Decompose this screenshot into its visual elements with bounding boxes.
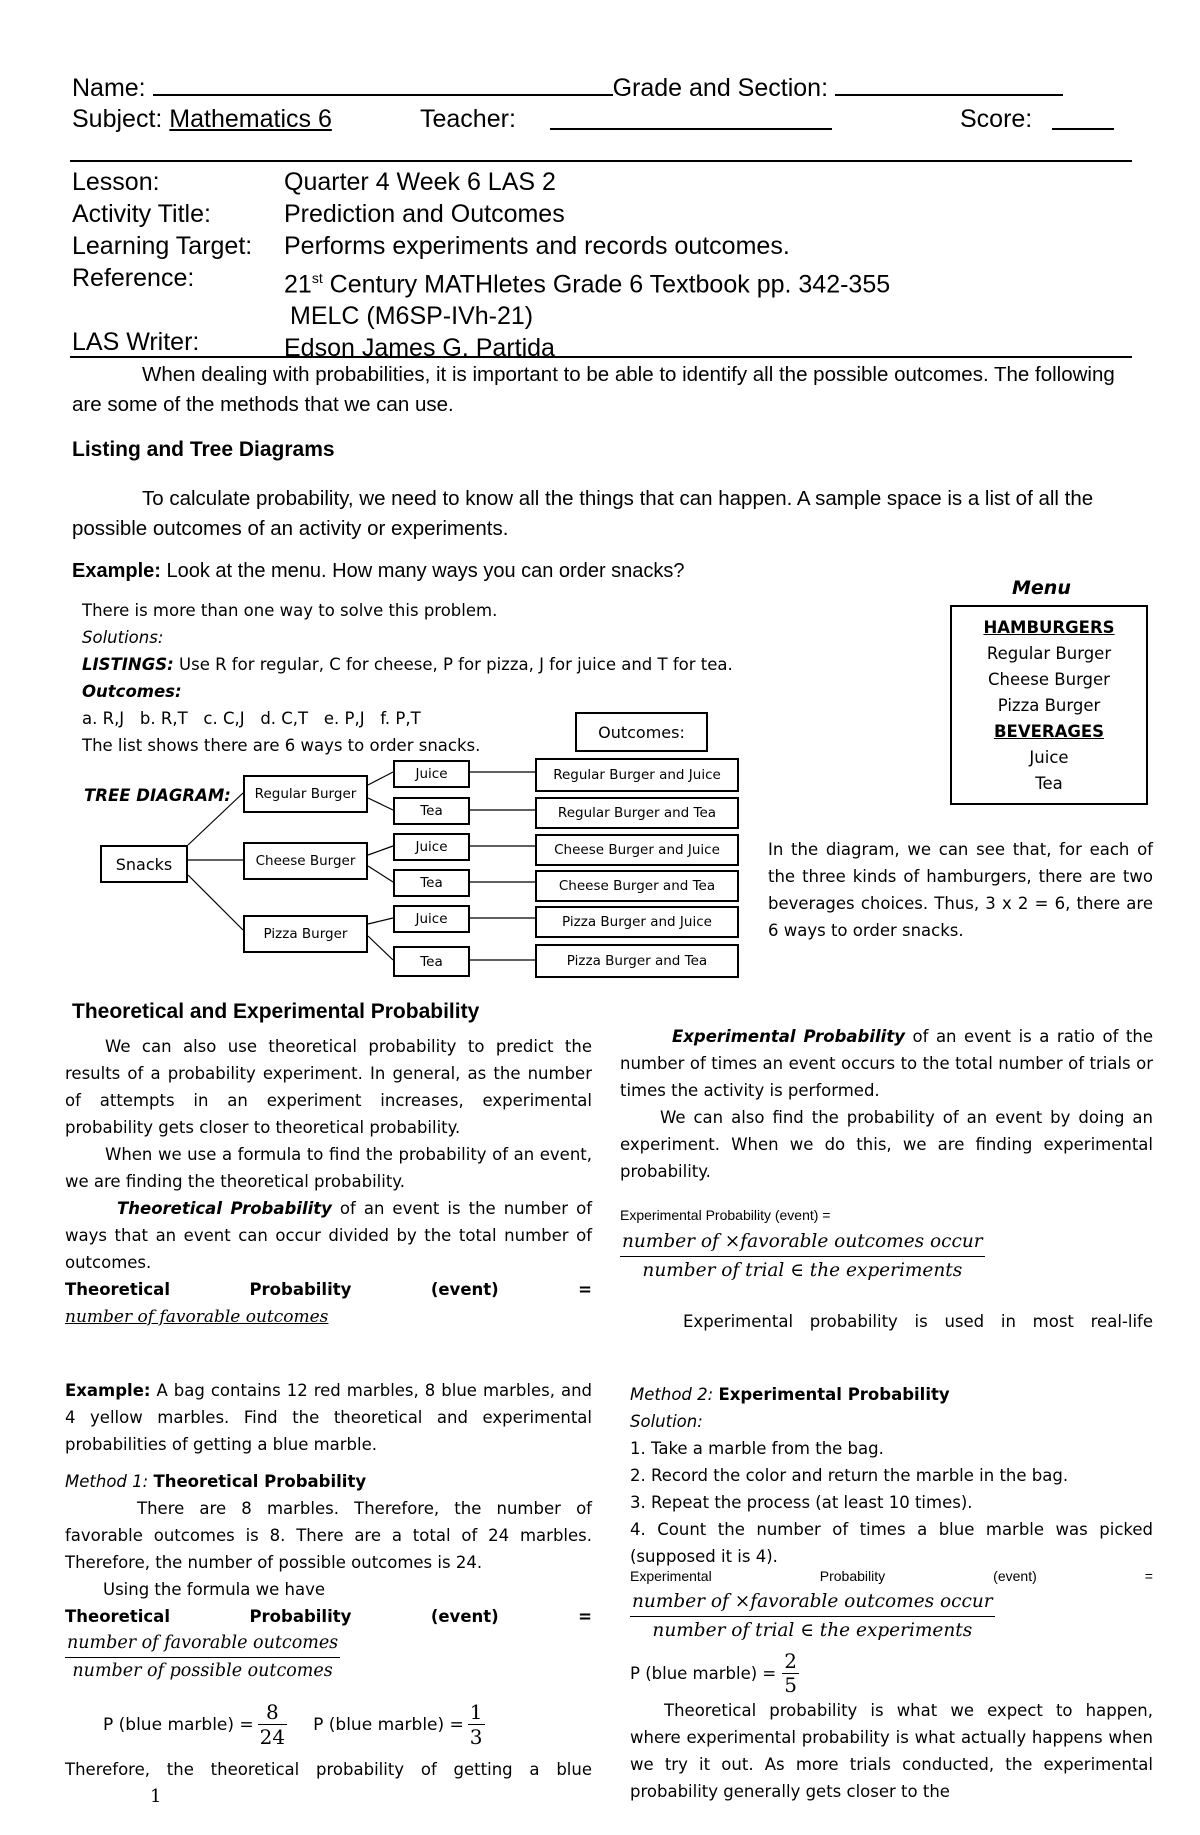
tp-formula-num: number of favorable outcomes (65, 1307, 329, 1327)
tree-outcome: Regular Burger and Tea (535, 797, 739, 829)
activity-value: Prediction and Outcomes (284, 200, 565, 228)
theory-right-col (620, 1023, 1153, 1185)
pb1-den: 24 (259, 1725, 286, 1749)
name-label: Name: (72, 74, 146, 102)
theory-left-col (65, 1033, 592, 1331)
menu-item: Cheese Burger (988, 670, 1110, 689)
tree-drink: Tea (393, 797, 470, 825)
tree-outcome: Pizza Burger and Juice (535, 906, 739, 938)
outcomes-title: Outcomes: (575, 712, 708, 752)
reference-label: Reference: (72, 264, 195, 292)
tree-label: TREE DIAGRAM: (84, 786, 231, 805)
tree-root: Snacks (100, 845, 188, 883)
tree-drink: Tea (393, 946, 470, 977)
subject-value: Mathematics 6 (169, 105, 332, 133)
m1-formula: $\frac{\text{number of favorable outcomes}}{\text{number of possible outcomes}}$ (65, 1630, 592, 1685)
tree-outcome: Pizza Burger and Tea (535, 944, 739, 978)
m1-text: There are 8 marbles. Therefore, the number of favorable outcomes is 8. There are a total of 24 marbles. Therefore, the number of possible outcomes is 24. (65, 1499, 592, 1572)
menu-beverages: BEVERAGES (993, 722, 1105, 741)
listing-para: To calculate probability, we need to know all the things that can happen. A sample space is a list of all the possible outcomes of an activity or experiments. (72, 487, 1094, 540)
m2-step: 1. Take a marble from the bag. (630, 1439, 884, 1458)
activity-label: Activity Title: (72, 200, 211, 228)
pb-line (103, 1700, 485, 1749)
menu-title: Menu (1012, 577, 1071, 599)
tree-burger: Cheese Burger (243, 842, 368, 880)
ep-formula-den: number of trial ∈ the experiments (642, 1260, 963, 1281)
target-value: Performs experiments and records outcomes. (284, 232, 790, 260)
theory-heading: Theoretical and Experimental Probability (72, 1000, 480, 1023)
m2-step: 2. Record the color and return the marble in the bag. (630, 1466, 1069, 1485)
tree-outcome: Regular Burger and Juice (535, 758, 739, 792)
writer-value: Edson James G. Partida (284, 334, 555, 363)
pe-den: 5 (784, 1673, 797, 1697)
tp-definition (65, 1195, 592, 1276)
tree-burger: Pizza Burger (243, 915, 368, 953)
example2-label: Example: (65, 1381, 151, 1400)
tree-burger: Regular Burger (243, 775, 368, 813)
score-label: Score: (960, 105, 1033, 133)
menu-item: Tea (1035, 774, 1063, 793)
teacher-label: Teacher: (420, 105, 516, 133)
ep-formula-label: Experimental Probability (event) = (620, 1207, 831, 1223)
reference-value: 21st Century MATHletes Grade 6 Textbook pp. 342-355 (284, 270, 891, 299)
m2-step: 4. Count the number of times a blue marble was picked (supposed it is 4). (630, 1520, 1153, 1566)
lesson-value: Quarter 4 Week 6 LAS 2 (284, 168, 556, 196)
m2-step: 3. Repeat the process (at least 10 times). (630, 1493, 973, 1512)
solutions-label: Solutions: (82, 628, 164, 647)
page-number: 1 (150, 1786, 162, 1807)
tree-drink: Juice (393, 905, 470, 933)
example2-left (65, 1377, 592, 1685)
pb2-num: 1 (469, 1700, 483, 1724)
m2-formula-line: Experimental Probability (event) = (630, 1568, 1153, 1584)
intro-text: When dealing with probabilities, it is important to be able to identify all the possible outcomes. The following are some of the methods that we can use. (72, 363, 1115, 416)
listings-label: LISTINGS: (82, 655, 174, 674)
m1-using: Using the formula we have (103, 1580, 326, 1599)
example-text: Look at the menu. How many ways you can order snacks? (166, 560, 685, 582)
outcomes-list: a. R,J b. R,T c. C,J d. C,T e. P,J f. P,T (82, 709, 421, 728)
list-shows: The list shows there are 6 ways to order snacks. (82, 736, 481, 755)
theory-p2: When we use a formula to find the probability of an event, we are finding the theoretical probability. (65, 1145, 592, 1191)
tp-formula-line: Theoretical Probability (event) = (65, 1280, 592, 1299)
more-ways: There is more than one way to solve this problem. (82, 601, 498, 620)
listings-text: Use R for regular, C for cheese, P for pizza, J for juice and T for tea. (179, 655, 733, 674)
ep-formula (620, 1228, 985, 1285)
ep-p2: We can also find the probability of an event by doing an experiment. When we do this, we are finding experimental probability. (620, 1108, 1153, 1181)
pb-label-1: P (blue marble) = (103, 1714, 254, 1735)
listing-heading: Listing and Tree Diagrams (72, 438, 335, 461)
pe-line (630, 1650, 799, 1697)
ep-formula-num: number of ×favorable outcomes occur (620, 1228, 985, 1257)
lesson-label: Lesson: (72, 168, 160, 196)
menu-item: Pizza Burger (997, 696, 1101, 715)
closing-text: Theoretical probability is what we expect to happen, where experimental probability is what actually happens when we try it out. As more trials conducted, the experimental probability generally gets closer to the (630, 1701, 1153, 1801)
ep-term: Experimental Probability (672, 1027, 905, 1046)
pe-label: P (blue marble) = (630, 1664, 777, 1683)
ep-def: of an event is a ratio of the number of times an event occurs to the total number of trials or times the activity is performed. (620, 1027, 1154, 1100)
example-label: Example: (72, 560, 161, 582)
m2-heading: Method 2: Experimental Probability (630, 1385, 950, 1404)
pe-num: 2 (784, 1649, 797, 1673)
diagram-note: In the diagram, we can see that, for each of the three kinds of hamburgers, there are two beverages choices. Thus, 3 x 2 = 6, there are 6 ways to order snacks. (768, 840, 1153, 940)
pb2-den: 3 (469, 1725, 483, 1749)
menu-item: Regular Burger (986, 644, 1112, 663)
subject-label: Subject: (72, 105, 163, 133)
menu-item: Juice (1029, 748, 1069, 767)
tree-outcome: Cheese Burger and Juice (535, 834, 739, 866)
tree-outcome: Cheese Burger and Tea (535, 870, 739, 902)
pb1-num: 8 (258, 1700, 287, 1725)
melc-value: MELC (M6SP-IVh-21) (290, 302, 534, 331)
m2-solution: Solution: (630, 1412, 703, 1431)
target-label: Learning Target: (72, 232, 253, 260)
example2-right (630, 1381, 1153, 1570)
tp-def: of an event is the number of ways that an event can occur divided by the total number of outcomes. (65, 1199, 592, 1272)
ep-used: Experimental probability is used in most real-life (683, 1312, 1153, 1331)
outcomes-label: Outcomes: (82, 682, 182, 701)
tp-term: Theoretical Probability (117, 1199, 332, 1218)
tree-drink: Tea (393, 869, 470, 897)
theory-p1: We can also use theoretical probability to predict the results of a probability experiment. In general, as the number of attempts in an experiment increases, experimental probability gets closer to theoretical probability. (65, 1037, 592, 1137)
m2-formula: $\frac{\text{number of ×favorable outcomes occur}}{\text{number of trial ∈ the experiments}}$ (630, 1588, 995, 1645)
therefore-line: Therefore, the theoretical probability of getting a blue (65, 1760, 592, 1779)
writer-label: LAS Writer: (72, 328, 200, 356)
tree-drink: Juice (393, 833, 470, 861)
menu-hamburgers: HAMBURGERS (983, 618, 1115, 637)
pb-label-2: P (blue marble) = (313, 1714, 464, 1735)
tree-drink: Juice (393, 760, 470, 788)
m1-heading: Method 1: Theoretical Probability (65, 1472, 367, 1491)
example2-text: Example: A bag contains 12 red marbles, 8 blue marbles, and 4 yellow marbles. Find the theoretical and experimental probabilities of getting a blue marble. (65, 1381, 592, 1454)
ep-definition (620, 1023, 1153, 1104)
m1-formula-line: Theoretical Probability (event) = (65, 1607, 592, 1626)
grade-label: Grade and Section: (612, 74, 829, 102)
